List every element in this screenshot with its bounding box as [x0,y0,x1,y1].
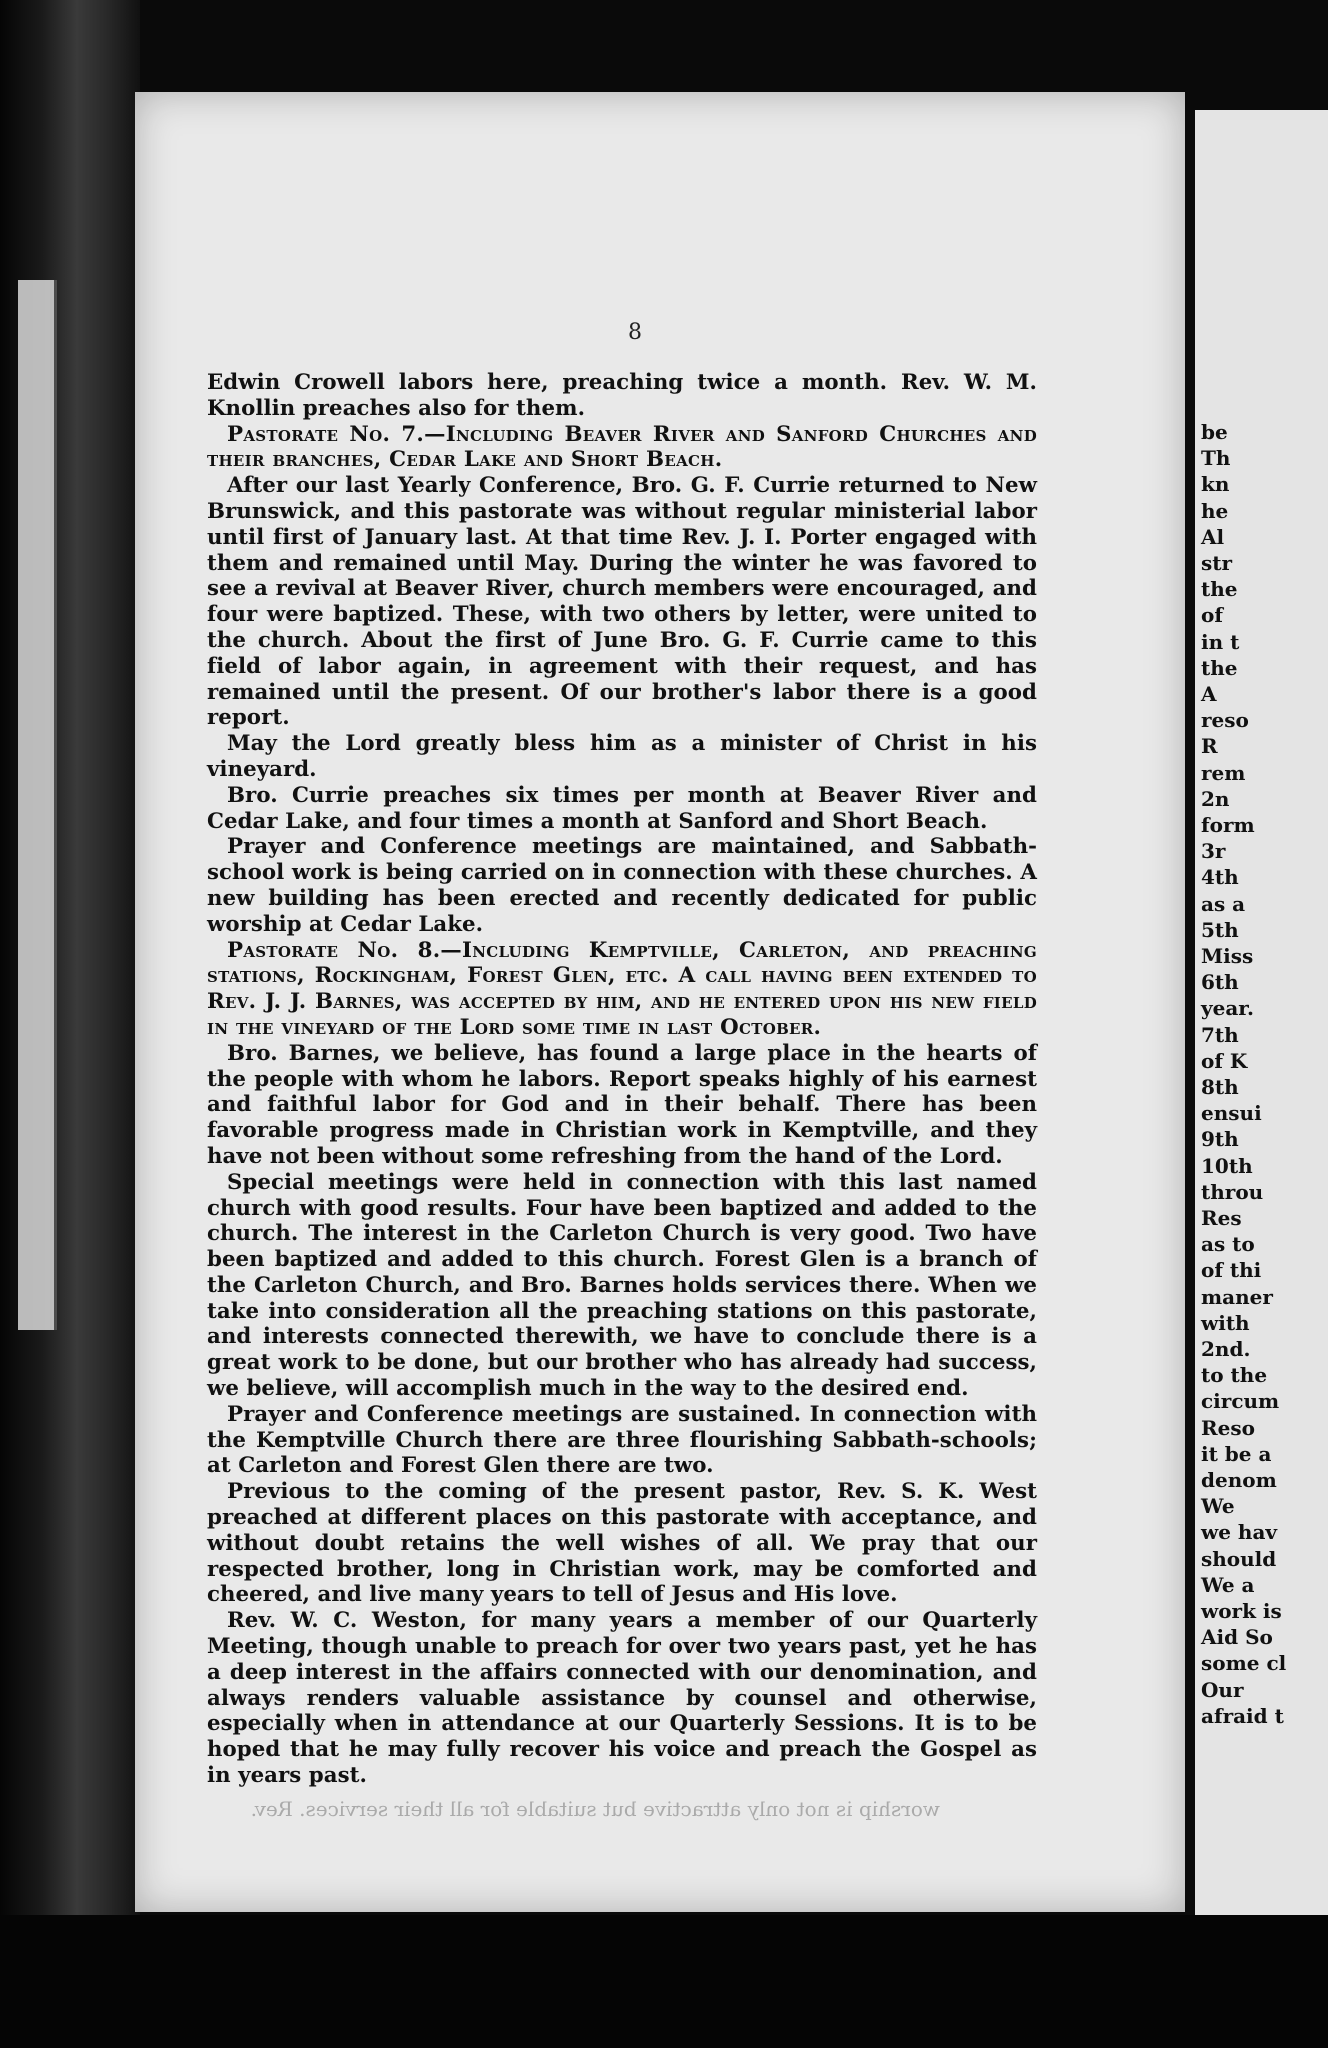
adjacent-page-fragment: reso [1201,708,1249,733]
adjacent-page-fragment: 3r [1201,839,1226,864]
adjacent-page-fragment: maner [1201,1284,1273,1309]
page-gutter [1185,110,1195,1940]
adjacent-page-fragment: str [1201,551,1233,575]
adjacent-page-fragment: 4th [1201,865,1239,890]
adjacent-page-fragment: form [1201,813,1255,837]
adjacent-page-fragment: 6th [1201,970,1239,995]
adjacent-page-fragment: year. [1201,996,1254,1021]
adjacent-page-fragment: of K [1201,1048,1248,1073]
paragraph-heading: Pastorate No. 7.—Including Beaver River and Sanford Churches and their branches, Cedar Lake and Short Beach. [207,421,1037,473]
adjacent-page-fragment: Our [1201,1677,1244,1702]
paragraph: Bro. Currie preaches six times per month at Beaver River and Cedar Lake, and four times a month at Sanford and Short Beach. [207,782,1037,834]
adjacent-page-fragment: should [1201,1546,1277,1571]
paragraph: Prayer and Conference meetings are maintained, and Sabbath-school work is being carried on in connection with these churches. A new building has been erected and recently dedicated for public worship at Cedar Lake. [207,834,1037,937]
adjacent-page-fragment: ensui [1201,1101,1262,1126]
adjacent-page-fragment: circum [1201,1389,1280,1414]
adjacent-page-fragment: the [1201,655,1238,680]
paragraph: May the Lord greatly bless him as a minister of Christ in his vineyard. [207,731,1037,782]
adjacent-page-fragment: Al [1201,524,1225,549]
adjacent-page [1195,110,1328,1940]
adjacent-page-fragment: R [1201,734,1218,759]
paragraph: Prayer and Conference meetings are sustained. In connection with the Kemptville Church there are three flourishing Sabbath-schools; at Carleton and Forest Glen there are two. [207,1401,1037,1479]
adjacent-page-fragment: afraid t [1201,1703,1284,1728]
paragraph: Rev. W. C. Weston, for many years a member of our Quarterly Meeting, though unable to preach for over two years past, yet he has a deep interest in the affairs connected with our denomination, and always renders valuable assistance by counsel and otherwise, especially when in attendance at our Quarterly Sessions. It is to be hoped that he may fully recover his voice and preach the Gospel as in years past. [207,1608,1037,1789]
adjacent-page-fragment: in t [1201,629,1240,654]
adjacent-page-fragment: some cl [1201,1651,1287,1676]
adjacent-page-fragment: work is [1201,1599,1282,1623]
adjacent-page-fragment: 2n [1201,786,1230,811]
bleed-through-text: worship is not only attractive but suitable for all their services. Rev. [250,1797,940,1821]
scan-background [0,1915,1328,2048]
paragraph-heading: Pastorate No. 8.—Including Kemptville, Carleton, and preaching stations, Rockingham, Forest Glen, etc. A call having been extended to Rev. J. J. Barnes, was accepted by him, and he entered upon his new field in the vineyard of the Lord some time in last October. [207,937,1037,1040]
adjacent-page-fragment: We [1201,1494,1235,1519]
adjacent-page-fragment: 7th [1201,1022,1239,1047]
adjacent-page-fragment: throu [1201,1179,1264,1204]
adjacent-page-fragment: A [1201,682,1217,706]
adjacent-page-fragment: 2nd. [1201,1337,1251,1361]
adjacent-page-fragment: the [1201,577,1238,602]
paragraph: Previous to the coming of the present pastor, Rev. S. K. West preached at different places on this pastorate with acceptance, and without doubt retains the well wishes of all. We pray that our respected brother, long in Christian work, may be comforted and cheered, and live many years to tell of Jesus and His love. [207,1479,1037,1608]
adjacent-page-fragment: it be a [1201,1441,1272,1466]
adjacent-page-fragment: 5th [1201,917,1239,942]
paragraph: Special meetings were held in connection with this last named church with good results. Four have been baptized and added to the church. The interest in the Carleton Church is very good. Two have been baptized and added to this church. Forest Glen is a branch of the Carleton Church, and Bro. Barnes holds services there. When we take into consideration all the preaching stations on this pastorate, and interests connected therewith, we have to conclude there is a great work to be done, but our brother who has already had success, we believe, will accomplish much in the way to the desired end. [207,1169,1037,1402]
paragraph: After our last Yearly Conference, Bro. G. F. Currie returned to New Brunswick, and this pastorate was without regular ministerial labor until first of January last. At that time Rev. J. I. Porter engaged with them and remained until May. During the winter he was favored to see a revival at Beaver River, church members were encouraged, and four were baptized. These, with two others by letter, were united to the church. About the first of June Bro. G. F. Currie came to this field of labor again, in agreement with their request, and has remained until the present. Of our brother's labor there is a good report. [207,473,1037,731]
page-number: 8 [628,320,642,345]
adjacent-page-fragment: with [1201,1310,1250,1335]
paragraph: Bro. Barnes, we believe, has found a large place in the hearts of the people with whom he labors. Report speaks highly of his earnest and faithful labor for God and in their behalf. There has been favorable progress made in Christian work in Kemptville, and they have not been without some refreshing from the hand of the Lord. [207,1040,1037,1169]
adjacent-page-fragment: be [1201,420,1228,444]
binding-edge [18,280,57,1330]
adjacent-page-fragment: 9th [1201,1127,1239,1152]
adjacent-page-fragment: to the [1201,1363,1268,1388]
adjacent-page-fragment: Th [1201,446,1231,471]
adjacent-page-fragment: 8th [1201,1075,1239,1099]
document-page [135,92,1185,1912]
body-text [207,370,1037,1789]
adjacent-page-fragment: 10th [1201,1153,1253,1178]
adjacent-page-fragment: Res [1201,1206,1242,1230]
adjacent-page-fragment: We a [1201,1572,1255,1597]
adjacent-page-fragment: he [1201,498,1229,523]
adjacent-page-fragment: we hav [1201,1520,1278,1545]
adjacent-page-fragment: Reso [1201,1415,1255,1440]
adjacent-page-fragment: denom [1201,1468,1277,1492]
adjacent-page-fragment: kn [1201,472,1230,497]
adjacent-page-fragment: of thi [1201,1258,1262,1283]
paragraph: Edwin Crowell labors here, preaching twice a month. Rev. W. M. Knollin preaches also for them. [207,370,1037,421]
adjacent-page-fragment: Aid So [1201,1625,1273,1650]
adjacent-page-fragment: Miss [1201,944,1254,968]
adjacent-page-fragment: rem [1201,760,1246,785]
adjacent-page-fragment: of [1201,603,1223,628]
adjacent-page-fragment: as to [1201,1232,1255,1257]
book-binding [0,0,140,2048]
adjacent-page-fragment: as a [1201,891,1246,916]
